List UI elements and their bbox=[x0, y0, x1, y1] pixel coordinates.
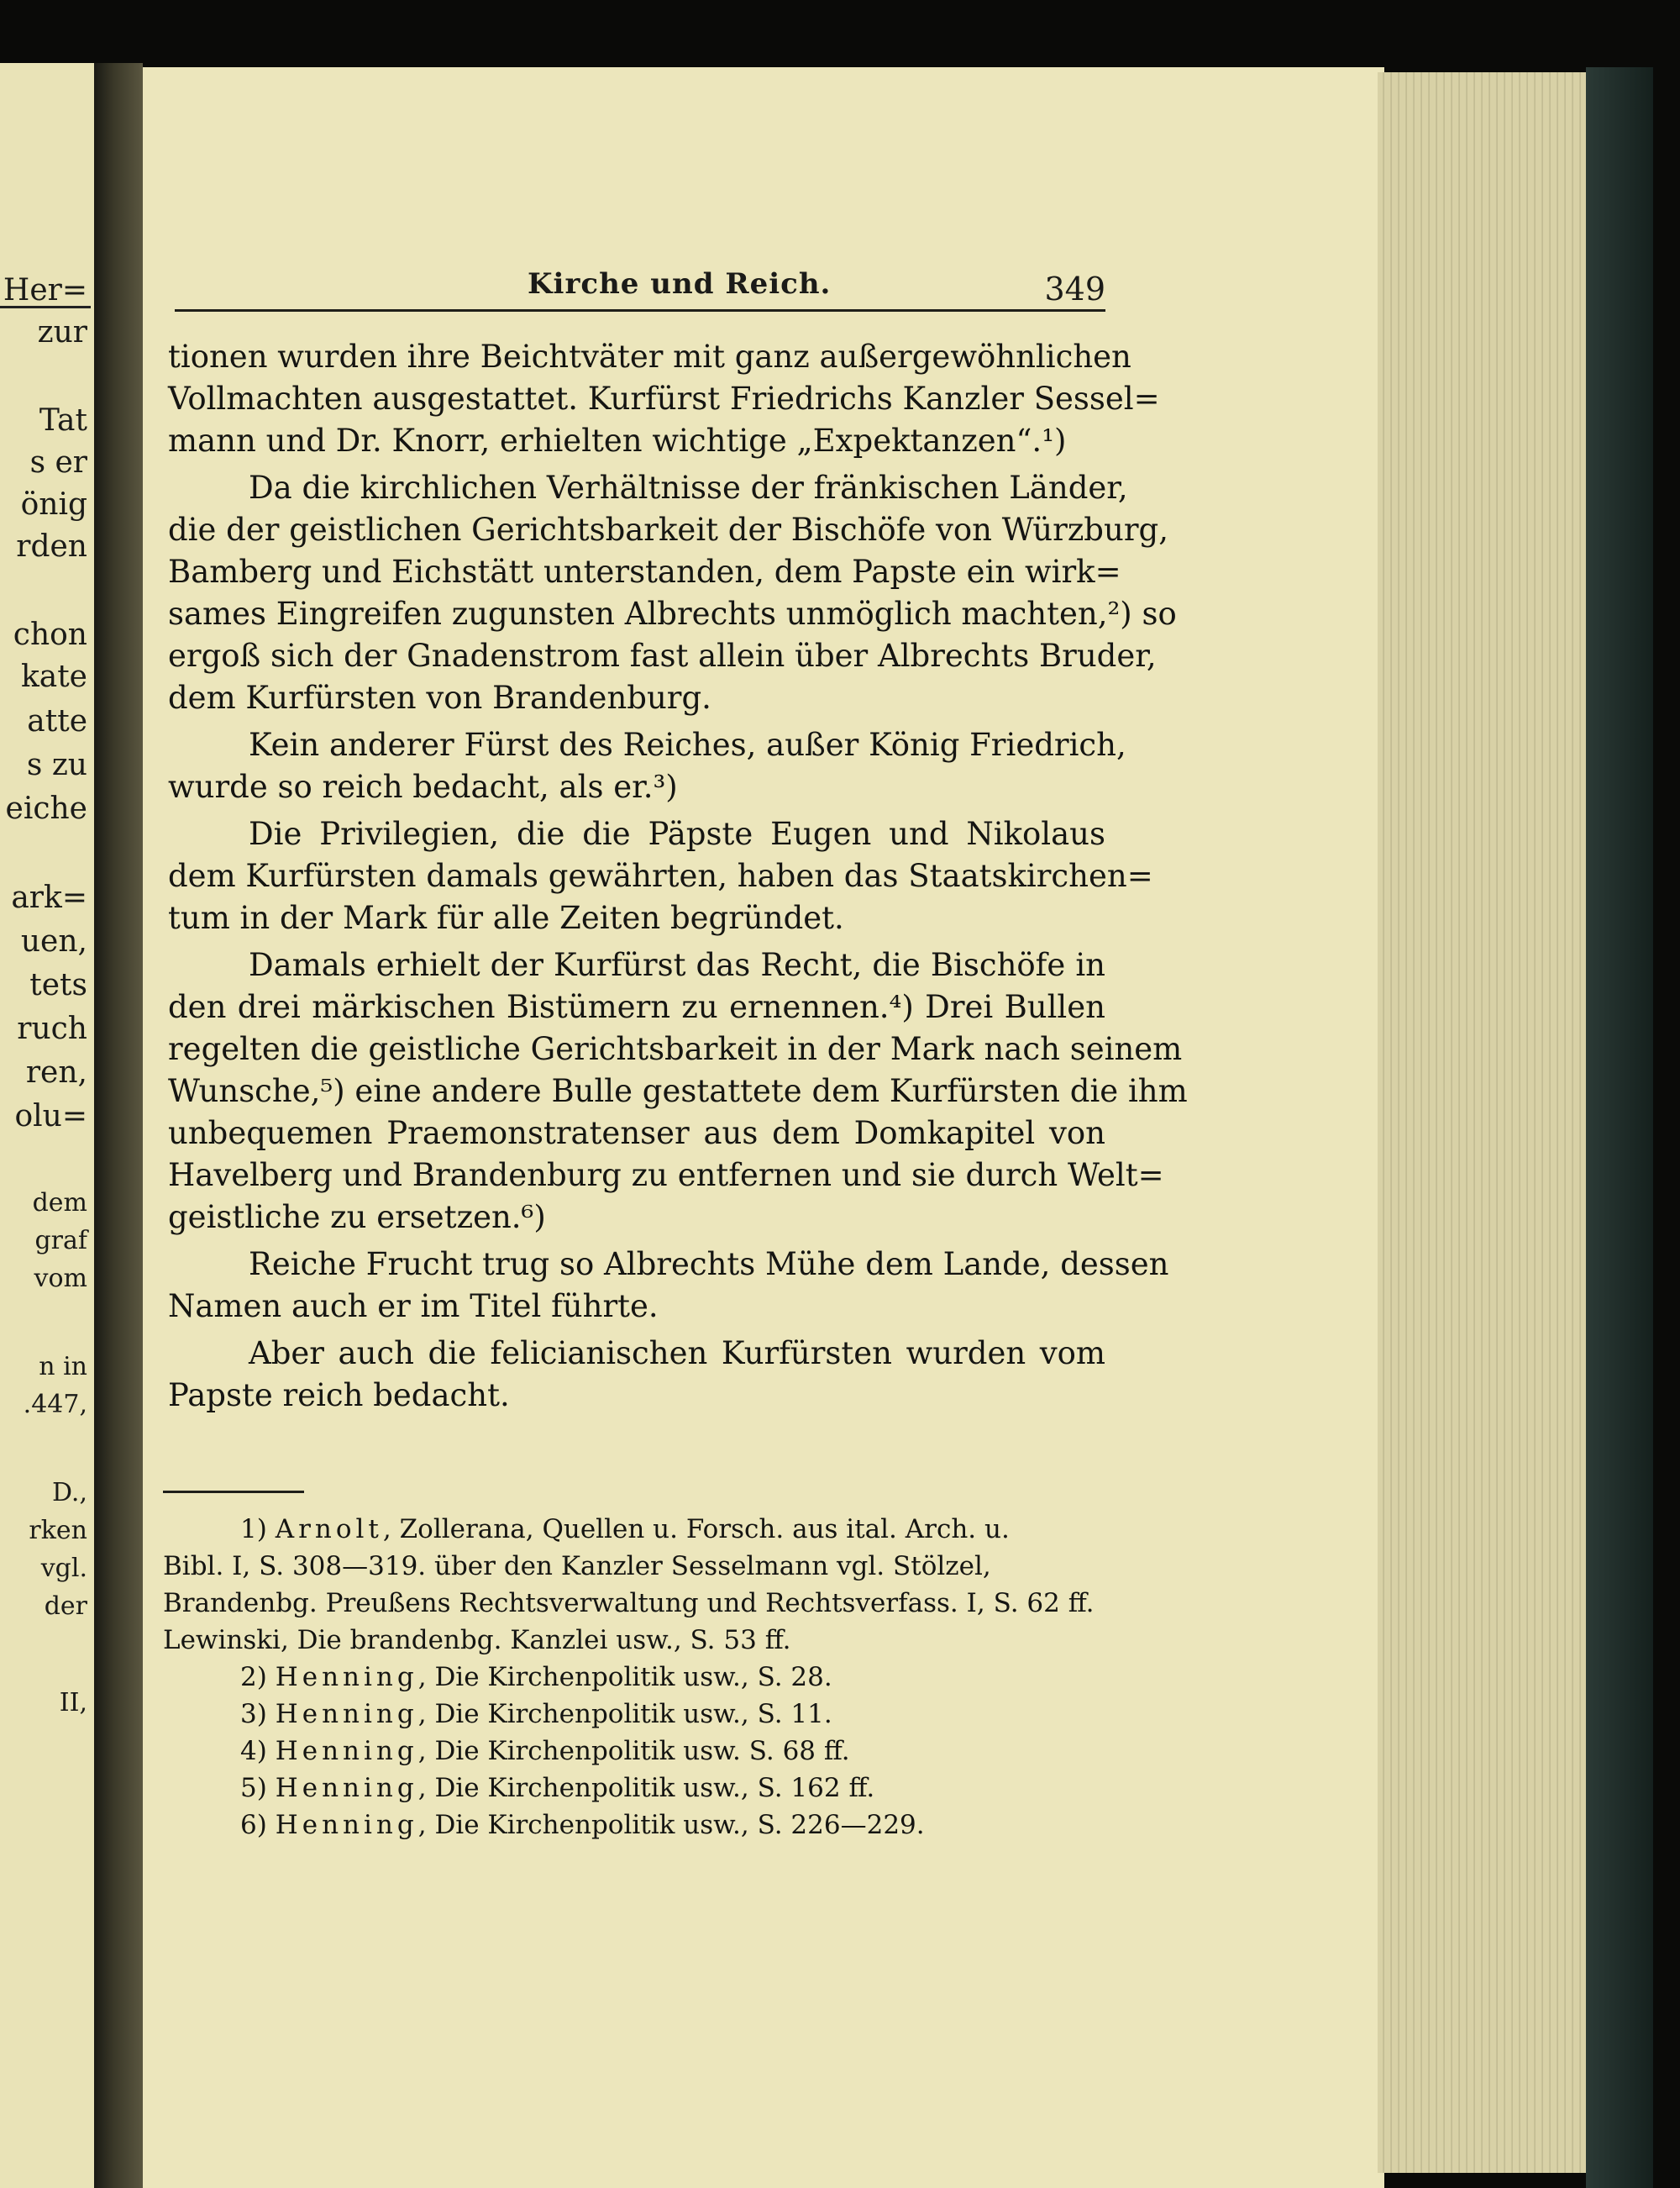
footnote-author: Arnolt bbox=[275, 1514, 383, 1544]
text-line: Vollmachten ausgestattet. Kurfürst Friedrichs Kanzler Sessel= bbox=[168, 381, 1160, 417]
left-page-line: zur bbox=[37, 315, 87, 350]
left-page-line: rken bbox=[29, 1516, 87, 1545]
footnote-line bbox=[163, 1622, 1095, 1659]
left-page-line: olu= bbox=[14, 1099, 87, 1133]
footnote-line bbox=[163, 1585, 1095, 1622]
footnote-author: Henning bbox=[275, 1662, 418, 1692]
footnote-text: , Die Kirchenpolitik usw., S. 226—229. bbox=[417, 1810, 925, 1840]
footnote-continuation: Brandenbg. Preußens Rechtsverwaltung und Rechtsverfass. I, S. 62 ff. bbox=[163, 1588, 1095, 1618]
paragraph bbox=[168, 467, 1177, 719]
text-line: Havelberg und Brandenburg zu entfernen und sie durch Welt= bbox=[168, 1157, 1164, 1193]
left-page-line: vgl. bbox=[40, 1554, 87, 1583]
left-page-line: ren, bbox=[25, 1055, 87, 1090]
text-line: unbequemen Praemonstratenser aus dem Domkapitel von bbox=[168, 1115, 1105, 1151]
text-line: die der geistlichen Gerichtsbarkeit der Bischöfe von Würzburg, bbox=[168, 512, 1168, 548]
footnote-line bbox=[163, 1548, 1095, 1585]
left-page-line: D., bbox=[51, 1478, 87, 1507]
page-header bbox=[175, 267, 1105, 314]
left-page-line: dem bbox=[32, 1188, 87, 1218]
left-page-line: uen, bbox=[20, 924, 87, 959]
left-page-line: s zu bbox=[26, 748, 87, 782]
paragraph bbox=[168, 336, 1160, 462]
footnote-author: Henning bbox=[275, 1810, 418, 1840]
footnote-line bbox=[163, 1659, 1095, 1696]
footnote-continuation: Lewinski, Die brandenbg. Kanzlei usw., S. 53 ff. bbox=[163, 1625, 791, 1655]
text-line: Damals erhielt der Kurfürst das Recht, die Bischöfe in bbox=[249, 947, 1105, 983]
footnote-number: 5) bbox=[240, 1773, 267, 1803]
text-line: Wunsche,⁵) eine andere Bulle gestattete dem Kurfürsten die ihm bbox=[168, 1073, 1188, 1109]
left-page-line: .447, bbox=[23, 1390, 87, 1419]
left-page-line: s er bbox=[29, 445, 87, 480]
book-cover-edge bbox=[1586, 67, 1653, 2188]
left-page-line: II, bbox=[59, 1688, 87, 1717]
left-page-line: Tat bbox=[39, 403, 87, 438]
text-line: sames Eingreifen zugunsten Albrechts unmöglich machten,²) so bbox=[168, 596, 1177, 632]
footnote-author: Henning bbox=[275, 1773, 418, 1803]
running-head: Kirche und Reich. bbox=[528, 267, 832, 301]
footnote-continuation: Bibl. I, S. 308—319. über den Kanzler Sesselmann vgl. Stölzel, bbox=[163, 1551, 991, 1581]
text-line: Die Privilegien, die die Päpste Eugen und Nikolaus bbox=[249, 816, 1105, 852]
footnote-text: , Zollerana, Quellen u. Forsch. aus ital. Arch. u. bbox=[382, 1514, 1010, 1544]
footnote-number: 1) bbox=[240, 1514, 267, 1544]
footnotes bbox=[163, 1511, 1095, 1843]
paragraph bbox=[168, 1333, 1105, 1417]
footnote-line bbox=[163, 1733, 1095, 1770]
text-line: regelten die geistliche Gerichtsbarkeit in der Mark nach seinem bbox=[168, 1031, 1183, 1067]
left-page-line: eiche bbox=[5, 792, 87, 826]
page-edges bbox=[1378, 72, 1586, 2173]
left-page-line: vom bbox=[34, 1264, 87, 1293]
footnote-rule bbox=[163, 1491, 304, 1493]
left-page-line: kate bbox=[20, 660, 87, 694]
footnote-text: , Die Kirchenpolitik usw., S. 162 ff. bbox=[417, 1773, 875, 1803]
body-text bbox=[168, 336, 1188, 1422]
text-line: Aber auch die felicianischen Kurfürsten wurden vom bbox=[249, 1335, 1105, 1371]
footnote-number: 3) bbox=[240, 1699, 267, 1729]
paragraph bbox=[168, 724, 1126, 808]
left-page-line: Her= bbox=[3, 273, 87, 308]
left-page-line: önig bbox=[20, 487, 87, 522]
footnote-line bbox=[163, 1511, 1095, 1548]
text-line: den drei märkischen Bistümern zu ernennen.⁴) Drei Bullen bbox=[168, 989, 1105, 1025]
text-line: Da die kirchlichen Verhältnisse der fränkischen Länder, bbox=[249, 470, 1128, 506]
left-page-line: chon bbox=[13, 618, 87, 652]
text-line: dem Kurfürsten von Brandenburg. bbox=[168, 680, 711, 716]
text-line: wurde so reich bedacht, als er.³) bbox=[168, 769, 678, 805]
footnote-line bbox=[163, 1770, 1095, 1807]
text-line: Kein anderer Fürst des Reiches, außer König Friedrich, bbox=[249, 727, 1126, 763]
footnote-number: 2) bbox=[240, 1662, 267, 1692]
text-line: tum in der Mark für alle Zeiten begründet. bbox=[168, 900, 844, 936]
text-line: Namen auch er im Titel führte. bbox=[168, 1288, 659, 1324]
text-line: Bamberg und Eichstätt unterstanden, dem Papste ein wirk= bbox=[168, 554, 1121, 590]
left-page-line: atte bbox=[27, 704, 87, 739]
footnote-text: , Die Kirchenpolitik usw. S. 68 ff. bbox=[417, 1736, 850, 1766]
text-line: ergoß sich der Gnadenstrom fast allein über Albrechts Bruder, bbox=[168, 638, 1157, 674]
left-page-line: graf bbox=[34, 1226, 87, 1255]
left-page-line: der bbox=[44, 1591, 87, 1621]
footnote-author: Henning bbox=[275, 1736, 418, 1766]
paragraph bbox=[168, 1244, 1169, 1328]
footnote-line bbox=[163, 1807, 1095, 1843]
footnote-number: 4) bbox=[240, 1736, 267, 1766]
text-line: tionen wurden ihre Beichtväter mit ganz außergewöhnlichen bbox=[168, 339, 1131, 375]
text-line: geistliche zu ersetzen.⁶) bbox=[168, 1199, 546, 1235]
text-line: Papste reich bedacht. bbox=[168, 1377, 510, 1413]
book-gutter bbox=[94, 63, 143, 2188]
paragraph bbox=[168, 813, 1153, 939]
paragraph bbox=[168, 944, 1188, 1239]
text-line: Reiche Frucht trug so Albrechts Mühe dem Lande, dessen bbox=[249, 1246, 1169, 1282]
left-page-line: tets bbox=[29, 968, 87, 1002]
page-number: 349 bbox=[1044, 271, 1105, 308]
left-page-line: n in bbox=[39, 1352, 87, 1381]
text-line: dem Kurfürsten damals gewährten, haben das Staatskirchen= bbox=[168, 858, 1153, 894]
footnote-text: , Die Kirchenpolitik usw., S. 11. bbox=[417, 1699, 832, 1729]
footnote-text: , Die Kirchenpolitik usw., S. 28. bbox=[417, 1662, 832, 1692]
footnote-line bbox=[163, 1696, 1095, 1733]
header-rule bbox=[175, 309, 1105, 312]
footnote-author: Henning bbox=[275, 1699, 418, 1729]
left-page-line: rden bbox=[16, 529, 87, 564]
text-line: mann und Dr. Knorr, erhielten wichtige „Expektanzen“.¹) bbox=[168, 423, 1067, 459]
footnote-number: 6) bbox=[240, 1810, 267, 1840]
left-page-line: ruch bbox=[17, 1012, 87, 1046]
left-page-fragment bbox=[0, 63, 94, 2188]
left-page-line: ark= bbox=[11, 881, 87, 915]
